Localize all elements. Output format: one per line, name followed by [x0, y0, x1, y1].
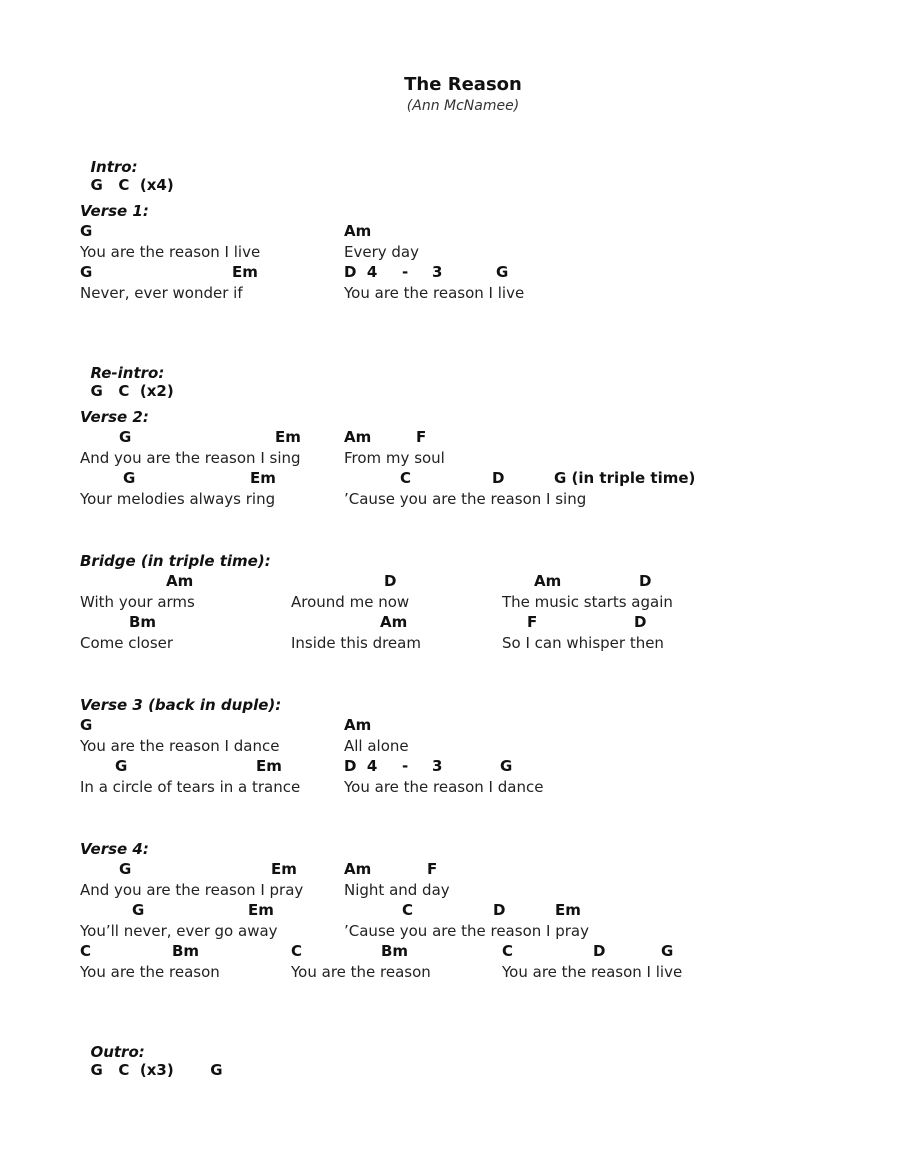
chord: D [593, 942, 606, 960]
lyric: Your melodies always ring [80, 490, 276, 508]
verse1-chord-row [0, 263, 900, 283]
lyric: And you are the reason I pray [80, 881, 304, 899]
outro-chords: G C (x3) G [90, 1061, 223, 1079]
chord: G [119, 860, 132, 878]
verse4-chord-row [0, 860, 900, 880]
chord: D [639, 572, 652, 590]
lyric: You are the reason [80, 963, 220, 981]
verse2-lyric-row [0, 449, 900, 469]
verse1-chord-row [0, 222, 900, 242]
lyric: Every day [344, 243, 419, 261]
lyric: With your arms [80, 593, 195, 611]
chord: G [115, 757, 128, 775]
chord: C [291, 942, 303, 960]
song-title: The Reason [404, 74, 522, 95]
chord: D [634, 613, 647, 631]
verse1-label: Verse 1: [80, 202, 149, 220]
verse3-lyric-row [0, 778, 900, 798]
verse2-chord-row [0, 469, 900, 489]
lyric: You’ll never, ever go away [80, 922, 278, 940]
chord: Am [380, 613, 408, 631]
chord: Em [275, 428, 301, 446]
chord: Bm [381, 942, 409, 960]
chord: D 4 [344, 263, 378, 281]
bridge-chord-row [0, 572, 900, 592]
lyric: Come closer [80, 634, 174, 652]
verse4-label: Verse 4: [80, 840, 149, 858]
chord: G [496, 263, 509, 281]
lyric: You are the reason [291, 963, 431, 981]
outro-label: Outro: [90, 1043, 145, 1061]
verse2-chord-row [0, 428, 900, 448]
chord: F [527, 613, 538, 631]
chord: Bm [129, 613, 157, 631]
chord: F [427, 860, 438, 878]
chord: Em [555, 901, 581, 919]
lyric: You are the reason I live [344, 284, 525, 302]
chord: D [384, 572, 397, 590]
lyric: Never, ever wonder if [80, 284, 243, 302]
intro-section [80, 140, 174, 194]
verse2-label: Verse 2: [80, 408, 149, 426]
verse3-chord-row [0, 757, 900, 777]
chord: G [661, 942, 674, 960]
chord: C [400, 469, 412, 487]
lyric: You are the reason I dance [344, 778, 544, 796]
lyric: ’Cause you are the reason I sing [344, 490, 587, 508]
lyric: So I can whisper then [502, 634, 664, 652]
verse3-lyric-row [0, 737, 900, 757]
outro-section [80, 1025, 223, 1079]
chord: D [493, 901, 506, 919]
lyric: All alone [344, 737, 409, 755]
intro-label: Intro: [90, 158, 138, 176]
bridge-chord-row [0, 613, 900, 633]
lyric: The music starts again [502, 593, 673, 611]
verse1-lyric-row [0, 284, 900, 304]
chord: G [80, 222, 93, 240]
lyric: Inside this dream [291, 634, 421, 652]
verse4-lyric-row [0, 922, 900, 942]
chord: C [402, 901, 414, 919]
chord: 3 [432, 757, 443, 775]
reintro-chords: G C (x2) [90, 382, 174, 400]
verse4-chord-row [0, 942, 900, 962]
lyric: And you are the reason I sing [80, 449, 301, 467]
verse1-lyric-row [0, 243, 900, 263]
chord: C [502, 942, 514, 960]
chord: F [416, 428, 427, 446]
chord: G [80, 263, 93, 281]
chord: Am [344, 716, 372, 734]
lyric: Around me now [291, 593, 410, 611]
chord: G [119, 428, 132, 446]
chord: - [402, 263, 409, 281]
intro-chords: G C (x4) [90, 176, 174, 194]
chord: - [402, 757, 409, 775]
chord: D [492, 469, 505, 487]
bridge-lyric-row [0, 634, 900, 654]
verse2-lyric-row [0, 490, 900, 510]
reintro-label: Re-intro: [90, 364, 165, 382]
verse4-chord-row [0, 901, 900, 921]
chord: Em [248, 901, 274, 919]
reintro-section [80, 346, 174, 400]
lyric: ’Cause you are the reason I pray [344, 922, 589, 940]
bridge-lyric-row [0, 593, 900, 613]
chord: Am [344, 222, 372, 240]
chord: G [500, 757, 513, 775]
chord: G [80, 716, 93, 734]
lyric: In a circle of tears in a trance [80, 778, 301, 796]
chord: 3 [432, 263, 443, 281]
chord: Em [271, 860, 297, 878]
verse3-chord-row [0, 716, 900, 736]
chord: G [123, 469, 136, 487]
chord: Am [534, 572, 562, 590]
verse3-label: Verse 3 (back in duple): [80, 696, 282, 714]
lyric: You are the reason I live [502, 963, 683, 981]
chord: C [80, 942, 92, 960]
chord: Em [250, 469, 276, 487]
bridge-label: Bridge (in triple time): [80, 552, 271, 570]
verse4-lyric-row [0, 963, 900, 983]
chord: Am [344, 860, 372, 878]
chord: Am [344, 428, 372, 446]
chord: Am [166, 572, 194, 590]
chord: Em [232, 263, 258, 281]
lyric: Night and day [344, 881, 450, 899]
lyric: You are the reason I dance [80, 737, 280, 755]
lyric: From my soul [344, 449, 445, 467]
verse4-lyric-row [0, 881, 900, 901]
song-author: (Ann McNamee) [406, 98, 520, 114]
chord: Em [256, 757, 282, 775]
chord: D 4 [344, 757, 378, 775]
chord: G [132, 901, 145, 919]
chord: G (in triple time) [554, 469, 696, 487]
chord: Bm [172, 942, 200, 960]
lyric: You are the reason I live [80, 243, 261, 261]
